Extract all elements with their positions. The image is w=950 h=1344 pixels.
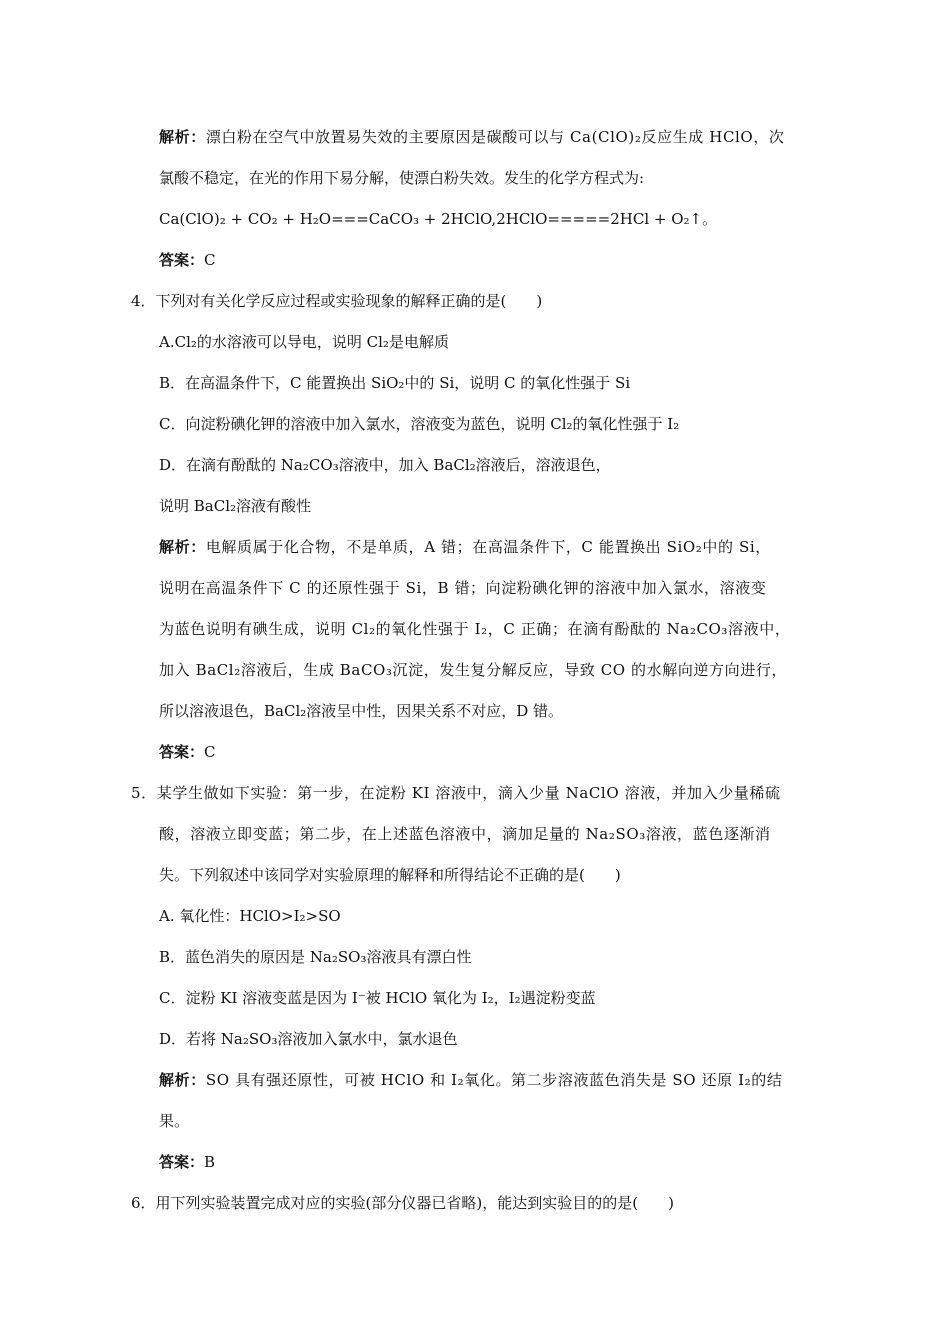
answer-line <box>159 1152 215 1172</box>
analysis-text: 为蓝色说明有碘生成，说明 Cl₂的氧化性强于 I₂，C 正确；在滴有酚酞的 Na₂CO₃溶液中， <box>159 620 791 638</box>
option-c: C．淀粉 KI 溶液变蓝是因为 I⁻被 HClO 氧化为 I₂，I₂遇淀粉变蓝 <box>159 989 596 1007</box>
answer-label: 答案： <box>159 251 205 269</box>
question-stem-continued: 酸，溶液立即变蓝；第二步，在上述蓝色溶液中，滴加足量的 Na₂SO₃溶液，蓝色逐渐消 <box>159 825 771 843</box>
chemical-equation: Ca(ClO)₂ + CO₂ + H₂O===CaCO₃ + 2HClO,2HClO=====2HCl + O₂↑。 <box>159 210 718 228</box>
question-number: 6． <box>131 1194 156 1212</box>
analysis-line: 解析：电解质属于化合物，不是单质，A 错；在高温条件下，C 能置换出 SiO₂中的 Si， <box>159 538 771 556</box>
question-number: 4． <box>131 292 156 310</box>
analysis-text: 果。 <box>159 1112 190 1130</box>
option-c: C．向淀粉碘化钾的溶液中加入氯水，溶液变为蓝色，说明 Cl₂的氧化性强于 I₂ <box>159 415 680 433</box>
option-b: B．在高温条件下，C 能置换出 SiO₂中的 Si，说明 C 的氧化性强于 Si <box>159 374 631 392</box>
option-b: B．蓝色消失的原因是 Na₂SO₃溶液具有漂白性 <box>159 948 472 966</box>
question-6-stem: 6．用下列实验装置完成对应的实验(部分仪器已省略)，能达到实验目的的是( ) <box>131 1194 674 1212</box>
analysis-text: 所以溶液退色，BaCl₂溶液呈中性，因果关系不对应，D 错。 <box>159 702 564 720</box>
option-a: A. 氧化性：HClO>I₂>SO <box>159 907 341 925</box>
analysis-text: 氯酸不稳定，在光的作用下易分解，使漂白粉失效。发生的化学方程式为: <box>159 169 645 187</box>
question-5-stem: 5．某学生做如下实验：第一步，在淀粉 KI 溶液中，滴入少量 NaClO 溶液，并加入少量稀硫 <box>131 784 781 802</box>
analysis-text: 加入 BaCl₂溶液后，生成 BaCO₃沉淀，发生复分解反应，导致 CO 的水解向逆方向进行， <box>159 661 788 679</box>
answer-value: B <box>204 1153 216 1171</box>
question-number: 5． <box>131 784 157 802</box>
analysis-label: 解析： <box>159 538 206 556</box>
analysis-line <box>159 127 785 147</box>
question-4-stem: 4．下列对有关化学反应过程或实验现象的解释正确的是( ) <box>131 292 543 310</box>
analysis-label: 解析： <box>159 1071 206 1089</box>
analysis-line: 解析：SO 具有强还原性，可被 HClO 和 I₂氧化。第二步溶液蓝色消失是 SO 还原 I₂的结 <box>159 1071 783 1089</box>
option-d: D．在滴有酚酞的 Na₂CO₃溶液中，加入 BaCl₂溶液后，溶液退色， <box>159 456 611 474</box>
analysis-text: 说明在高温条件下 C 的还原性强于 Si，B 错；向淀粉碘化钾的溶液中加入氯水，溶液变 <box>159 579 767 597</box>
answer-line <box>159 250 216 270</box>
answer-value: C <box>204 251 216 269</box>
answer-value: C <box>204 743 216 761</box>
answer-line <box>159 742 216 762</box>
question-stem-continued: 失。下列叙述中该同学对实验原理的解释和所得结论不正确的是( ) <box>159 866 621 884</box>
option-d-continued: 说明 BaCl₂溶液有酸性 <box>159 497 312 515</box>
analysis-text: 漂白粉在空气中放置易失效的主要原因是碳酸可以与 Ca(ClO)₂反应生成 HClO，次 <box>205 128 785 146</box>
analysis-label: 解析： <box>159 128 206 146</box>
answer-label: 答案： <box>159 1153 205 1171</box>
option-a: A.Cl₂的水溶液可以导电，说明 Cl₂是电解质 <box>159 333 449 351</box>
answer-label: 答案： <box>159 743 205 761</box>
option-d: D．若将 Na₂SO₃溶液加入氯水中，氯水退色 <box>159 1030 458 1048</box>
